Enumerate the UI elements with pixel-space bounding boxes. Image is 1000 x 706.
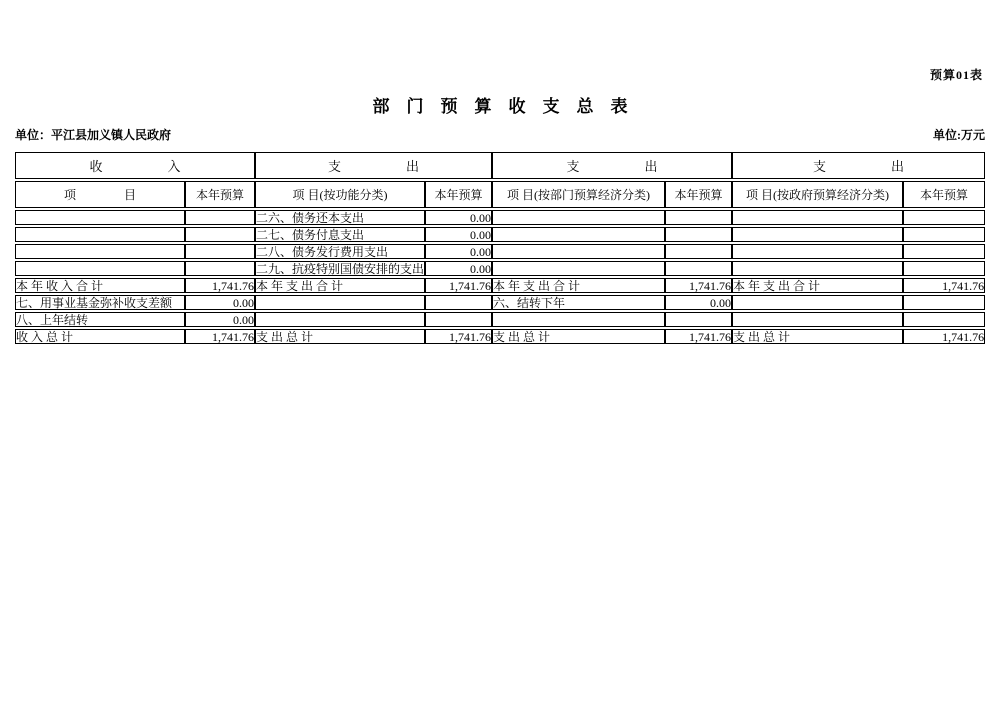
table-cell xyxy=(185,261,255,276)
col-header-government-item: 项 目(按政府预算经济分类) xyxy=(732,181,903,208)
unit-row xyxy=(15,126,985,143)
table-cell: 0.00 xyxy=(665,295,732,310)
table-cell: 本 年 收 入 合 计 xyxy=(15,278,185,293)
group-header-row xyxy=(15,152,985,179)
table-cell: 0.00 xyxy=(425,227,492,242)
table-row xyxy=(15,329,985,344)
table-cell xyxy=(492,261,665,276)
table-cell: 1,741.76 xyxy=(185,329,255,344)
table-cell: 0.00 xyxy=(425,261,492,276)
table-cell: 六、结转下年 xyxy=(492,295,665,310)
col-header-revenue-item: 项 目 xyxy=(15,181,185,208)
table-cell: 本 年 支 出 合 计 xyxy=(255,278,425,293)
table-cell xyxy=(425,295,492,310)
table-cell: 八、上年结转 xyxy=(15,312,185,327)
table-cell xyxy=(903,295,985,310)
table-cell: 0.00 xyxy=(185,312,255,327)
table-cell xyxy=(492,312,665,327)
table-cell: 1,741.76 xyxy=(665,278,732,293)
table-cell xyxy=(903,227,985,242)
page-title: 部 门 预 算 收 支 总 表 xyxy=(372,97,628,116)
table-cell xyxy=(665,261,732,276)
table-cell xyxy=(255,295,425,310)
table-cell: 1,741.76 xyxy=(903,329,985,344)
table-cell: 支 出 总 计 xyxy=(732,329,903,344)
table-cell xyxy=(903,244,985,259)
table-cell: 0.00 xyxy=(425,210,492,225)
table-cell: 二八、债务发行费用支出 xyxy=(255,244,425,259)
table-cell: 1,741.76 xyxy=(903,278,985,293)
budget-summary-table xyxy=(15,150,985,346)
table-cell xyxy=(732,210,903,225)
table-row xyxy=(15,227,985,242)
table-cell xyxy=(732,261,903,276)
table-cell: 支 出 总 计 xyxy=(255,329,425,344)
table-cell: 本 年 支 出 合 计 xyxy=(732,278,903,293)
table-cell xyxy=(732,227,903,242)
table-cell xyxy=(903,210,985,225)
table-cell xyxy=(732,312,903,327)
table-row xyxy=(15,210,985,225)
table-cell xyxy=(665,210,732,225)
group-header-revenue: 收 入 xyxy=(15,152,255,179)
table-cell: 1,741.76 xyxy=(185,278,255,293)
table-cell: 0.00 xyxy=(425,244,492,259)
table-cell xyxy=(732,295,903,310)
table-cell: 1,741.76 xyxy=(425,329,492,344)
table-cell xyxy=(492,227,665,242)
table-cell xyxy=(15,227,185,242)
table-cell xyxy=(425,312,492,327)
table-cell: 1,741.76 xyxy=(665,329,732,344)
table-cell xyxy=(15,261,185,276)
table-cell xyxy=(903,261,985,276)
group-header-expenditure-functional: 支 出 xyxy=(255,152,492,179)
table-cell: 本 年 支 出 合 计 xyxy=(492,278,665,293)
form-tag: 预算01表 xyxy=(929,68,983,82)
table-row xyxy=(15,312,985,327)
table-cell xyxy=(15,210,185,225)
table-row xyxy=(15,244,985,259)
table-cell xyxy=(665,244,732,259)
table-cell xyxy=(255,312,425,327)
table-cell xyxy=(903,312,985,327)
table-row xyxy=(15,295,985,310)
col-header-department-item: 项 目(按部门预算经济分类) xyxy=(492,181,665,208)
col-header-revenue-budget: 本年预算 xyxy=(185,181,255,208)
table-cell: 0.00 xyxy=(185,295,255,310)
table-cell xyxy=(665,227,732,242)
table-cell: 支 出 总 计 xyxy=(492,329,665,344)
table-body xyxy=(15,210,985,344)
unit-currency-label: 单位:万元 xyxy=(933,128,985,142)
table-cell: 收 入 总 计 xyxy=(15,329,185,344)
table-cell xyxy=(732,244,903,259)
table-row xyxy=(15,278,985,293)
table-cell xyxy=(185,227,255,242)
table-row xyxy=(15,261,985,276)
col-header-functional-budget: 本年预算 xyxy=(425,181,492,208)
table-cell: 二六、债务还本支出 xyxy=(255,210,425,225)
unit-name-label: 单位：平江县加义镇人民政府 xyxy=(15,128,172,142)
group-header-expenditure-government: 支 出 xyxy=(732,152,985,179)
table-cell xyxy=(185,210,255,225)
column-header-row xyxy=(15,181,985,208)
table-cell: 1,741.76 xyxy=(425,278,492,293)
col-header-functional-item: 项 目(按功能分类) xyxy=(255,181,425,208)
table-cell: 二七、债务付息支出 xyxy=(255,227,425,242)
table-cell: 七、用事业基金弥补收支差额 xyxy=(15,295,185,310)
table-cell xyxy=(492,244,665,259)
table-cell xyxy=(185,244,255,259)
table-cell xyxy=(492,210,665,225)
table-cell xyxy=(15,244,185,259)
group-header-expenditure-department: 支 出 xyxy=(492,152,732,179)
table-cell xyxy=(665,312,732,327)
table-cell: 二九、抗疫特别国债安排的支出 xyxy=(256,261,425,276)
col-header-government-budget: 本年预算 xyxy=(903,181,985,208)
col-header-department-budget: 本年预算 xyxy=(665,181,732,208)
